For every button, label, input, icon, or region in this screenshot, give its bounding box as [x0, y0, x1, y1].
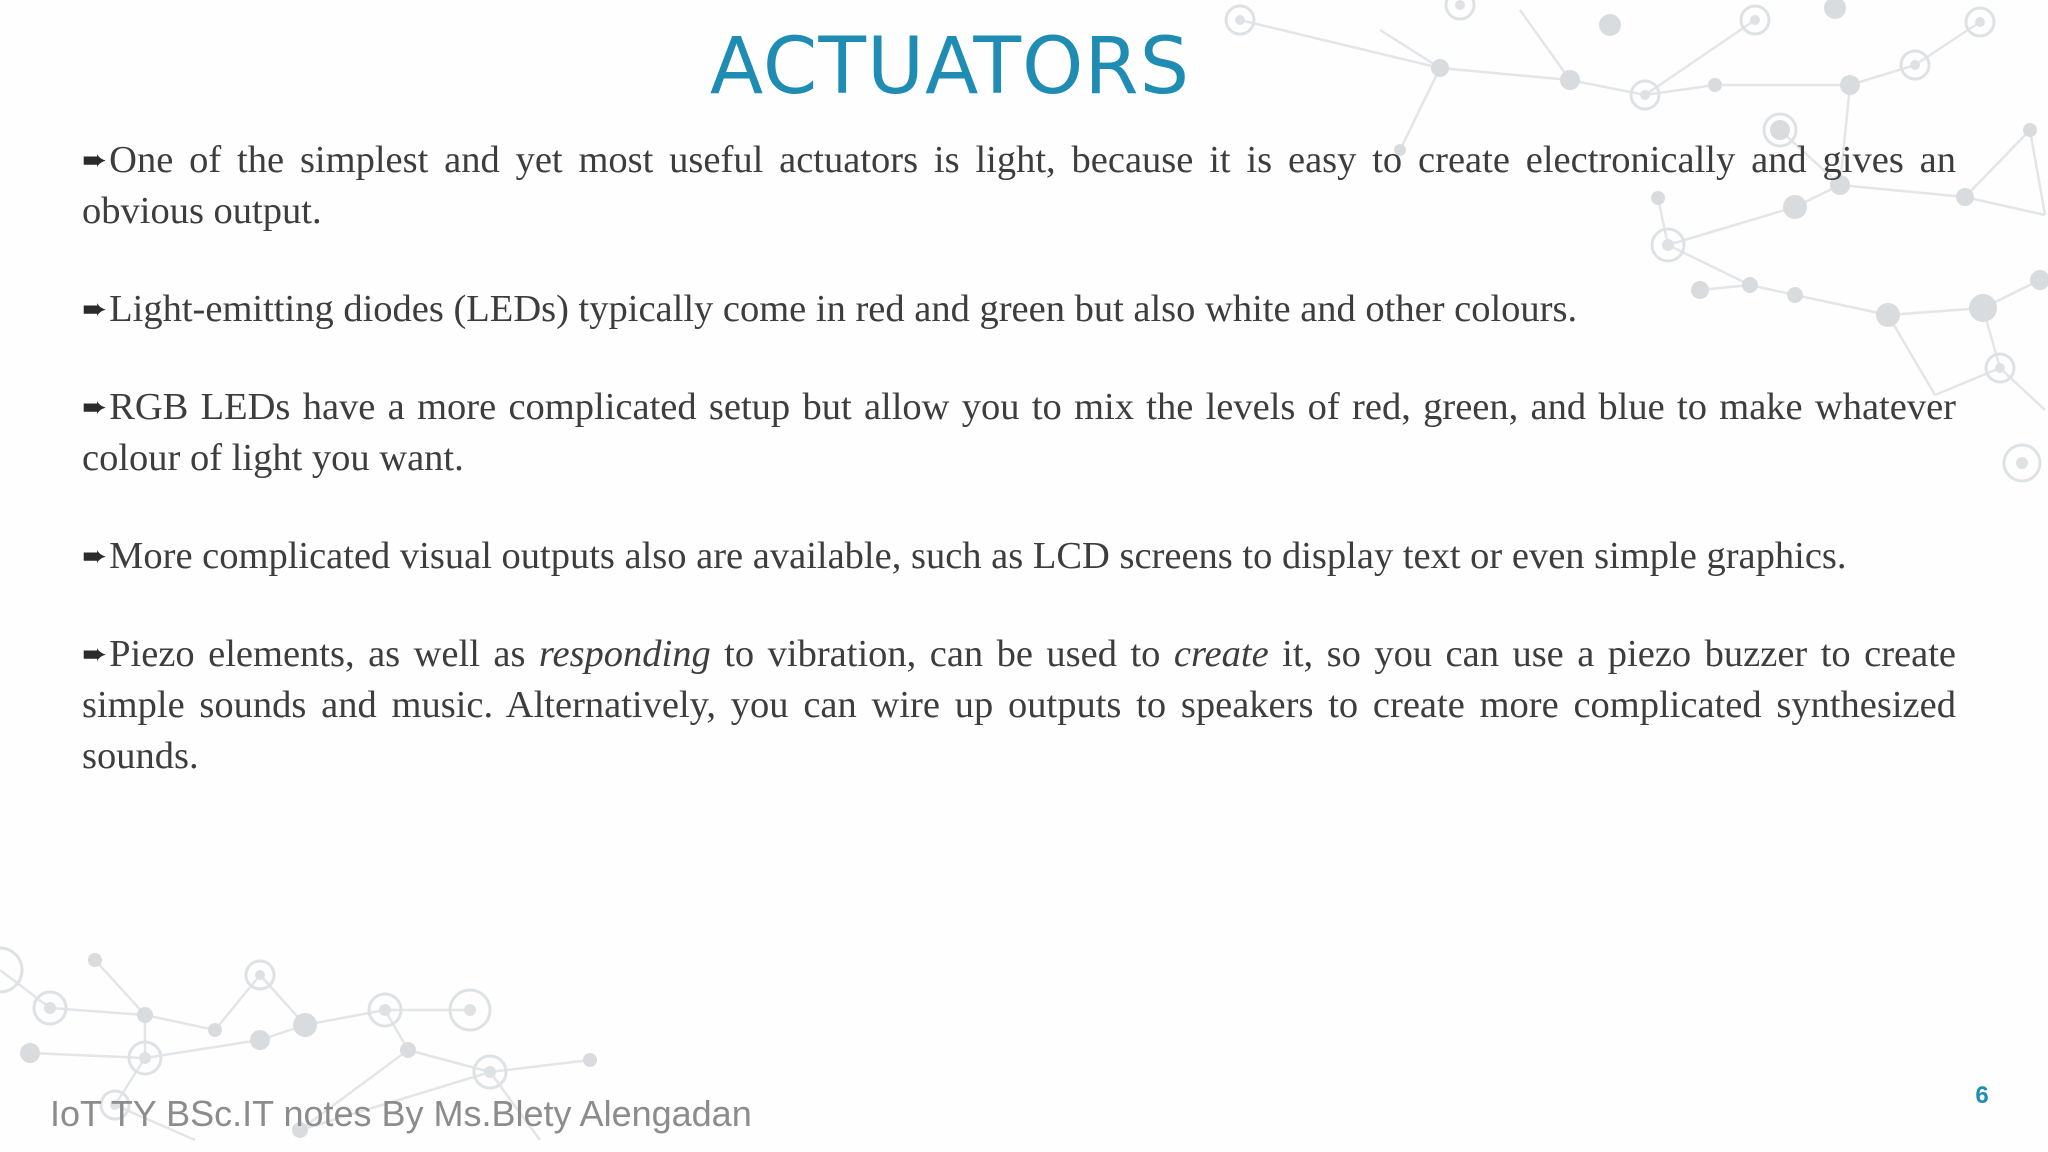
- footer-text: IoT TY BSc.IT notes By Ms.Blety Alengadan: [50, 1093, 752, 1134]
- hand-pointing-right-icon: ➨: [82, 637, 108, 672]
- emphasized-text: responding: [538, 633, 711, 675]
- paragraph-text: More complicated visual outputs also are available, such as LCD screens to display text or even simple graphics.: [109, 535, 1847, 577]
- bullet-paragraph: [82, 284, 1956, 335]
- paragraph-text: RGB LEDs have a more complicated setup but allow you to mix the levels of red, green, and blue to make whatever colour of light you want.: [82, 386, 1956, 479]
- paragraph-text: Light-emitting diodes (LEDs) typically come in red and green but also white and other colours.: [109, 288, 1578, 330]
- paragraph-text: One of the simplest and yet most useful actuators is light, because it is easy to create electronically and gives an obvious output.: [82, 139, 1956, 232]
- hand-pointing-right-icon: ➨: [82, 292, 108, 327]
- hand-pointing-right-icon: ➨: [82, 143, 108, 178]
- bullet-paragraph: [82, 382, 1956, 484]
- slide-title: ACTUATORS: [709, 22, 1191, 112]
- hand-pointing-right-icon: ➨: [82, 539, 108, 574]
- paragraph-text: it, so you can use a piezo buzzer to create simple sounds and music. Alternatively, you can wire up outputs to speakers to create more complicated synthesized sounds.: [82, 633, 1956, 777]
- hand-pointing-right-icon: ➨: [82, 390, 108, 425]
- emphasized-text: create: [1173, 633, 1269, 675]
- bullet-paragraph: [82, 531, 1956, 582]
- page-number: 6: [1975, 1082, 1989, 1109]
- bullet-paragraph: [82, 629, 1956, 782]
- bullet-paragraph: [82, 135, 1956, 237]
- paragraph-text: Piezo elements, as well as: [109, 633, 539, 675]
- bullet-list: [82, 135, 1956, 829]
- paragraph-text: to vibration, can be used to: [710, 633, 1174, 675]
